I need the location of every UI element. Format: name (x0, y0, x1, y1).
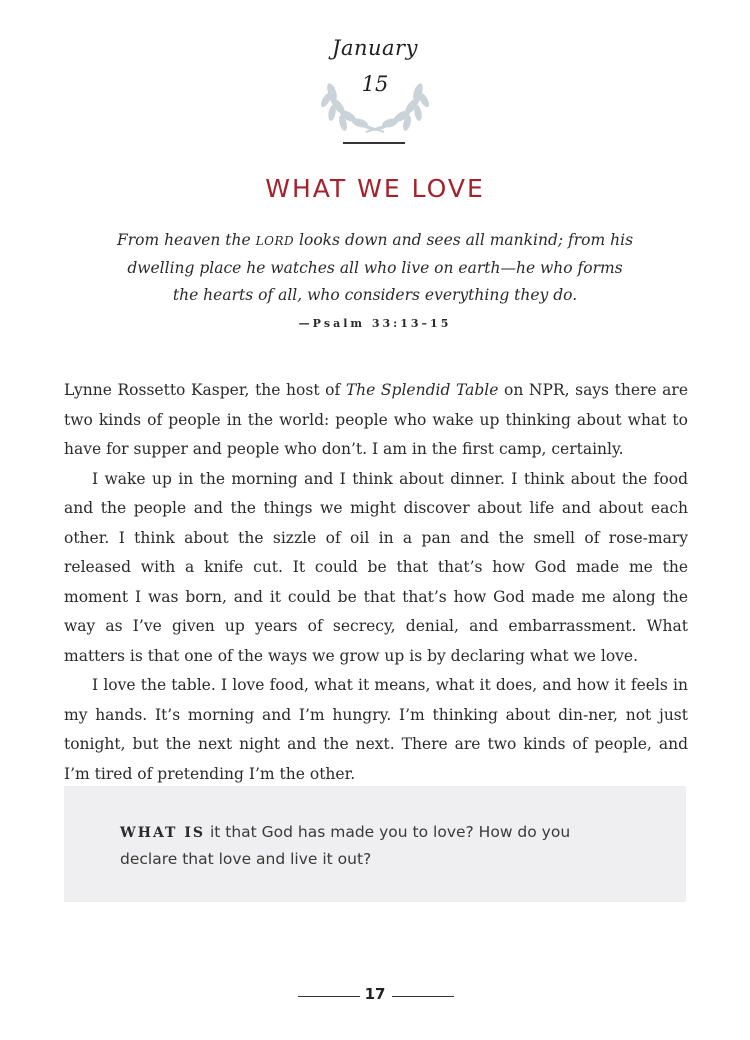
verse-reference: —Psalm 33:13–15 (298, 317, 452, 330)
reflection-box (64, 786, 686, 902)
verse-text: the hearts of all, who considers everything they do. (172, 286, 578, 304)
paragraph (64, 376, 688, 465)
paragraph: I wake up in the morning and I think about dinner. I think about the food and the people and the things we might discover about life and about each other. I think about the sizzle of oil in a pan and the smell of rose-mary released with a knife cut. It could be that that’s how God made me the moment I was born, and it could be that that’s how God made me along the way as I’ve given up years of secrecy, denial, and embarrassment. What matters is that one of the ways we grow up is by declaring what we love. (64, 469, 688, 665)
day-number: 15 (361, 72, 389, 96)
verse-text: dwelling place he watches all who live on earth—he who forms (127, 259, 623, 277)
date-header (0, 28, 750, 148)
reflection-lead: WHAT IS (120, 825, 205, 841)
paragraph-text: Lynne Rossetto Kasper, the host of (64, 381, 341, 399)
header-divider (343, 142, 405, 144)
footer-rule-right (392, 996, 454, 997)
month-label: January (332, 36, 418, 60)
reflection-text: it that God has made you to love? How do you declare that love and live it out? (120, 823, 571, 868)
reflection-prompt (120, 819, 620, 872)
verse-lord: LORD (255, 234, 295, 248)
devotional-body (64, 376, 688, 789)
verse-text: looks down and sees all mankind; from his (299, 231, 634, 249)
show-title: The Splendid Table (345, 381, 499, 399)
page-title: WHAT WE LOVE (265, 174, 485, 203)
verse-text: From heaven the (116, 231, 251, 249)
page-number: 17 (364, 985, 386, 1003)
laurel-wreath-icon (318, 56, 432, 136)
paragraph-text: on NPR, says there are two kinds of people in the world: people who wake up thinking about what to have for supper and people who don’t. I am in the first camp, certainly. (64, 381, 688, 458)
page-footer (0, 985, 750, 1007)
paragraph: I love the table. I love food, what it means, what it does, and how it feels in my hands. It’s morning and I’m hungry. I’m thinking about din-ner, not just tonight, but the next night and the next. There are two kinds of people, and I’m tired of pretending I’m the other. (64, 676, 688, 783)
scripture-verse (110, 227, 640, 309)
